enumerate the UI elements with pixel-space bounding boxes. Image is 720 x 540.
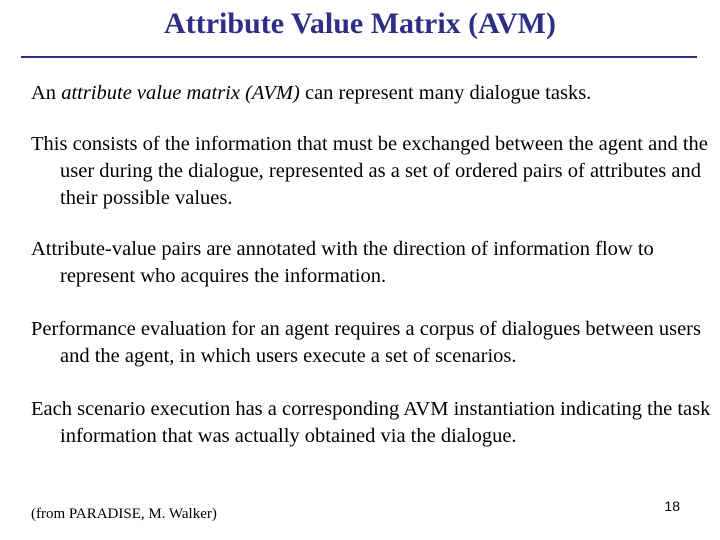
paragraph-avm-intro-after: can represent many dialogue tasks. xyxy=(299,82,592,104)
paragraph-avm-intro xyxy=(31,80,720,107)
avm-term-emphasis: attribute value matrix (AVM) xyxy=(61,82,300,104)
paragraph-information-flow: Attribute-value pairs are annotated with the direction of information flow to represent who acquires the information. xyxy=(31,238,654,287)
source-citation: (from PARADISE, M. Walker) xyxy=(31,506,217,522)
paragraph-information-exchange: This consists of the information that must be exchanged between the agent and the user during the dialogue, represented as a set of ordered pairs of attributes and their possible values. xyxy=(31,133,708,209)
paragraph-scenario-execution: Each scenario execution has a corresponding AVM instantiation indicating the task information that was actually obtained via the dialogue. xyxy=(31,398,711,447)
paragraph-avm-intro-before: An xyxy=(31,82,62,104)
title-divider xyxy=(21,56,697,58)
page-number: 18 xyxy=(664,498,680,514)
slide-title: Attribute Value Matrix (AVM) xyxy=(164,7,556,40)
paragraph-performance-evaluation: Performance evaluation for an agent requires a corpus of dialogues between users and the agent, in which users execute a set of scenarios. xyxy=(31,318,701,367)
